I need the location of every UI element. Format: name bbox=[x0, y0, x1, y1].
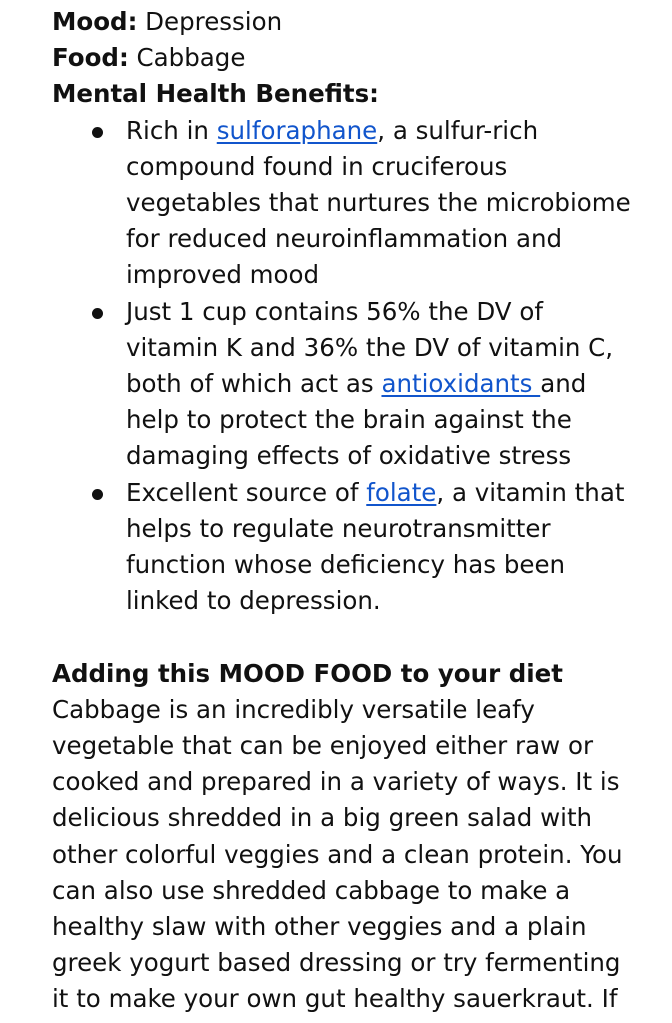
diet-paragraph bbox=[52, 692, 652, 1018]
benefit-line: damaging effects of oxidative stress bbox=[126, 441, 572, 471]
benefit-text: , a vitamin that bbox=[436, 477, 625, 507]
benefit-line: vitamin K and 36% the DV of vitamin C, bbox=[126, 332, 614, 362]
paragraph-line: delicious shredded in a big green salad with bbox=[52, 803, 593, 833]
food-label: Food: bbox=[52, 43, 129, 73]
benefit-item-2 bbox=[52, 294, 652, 475]
benefit-line: helps to regulate neurotransmitter bbox=[126, 513, 551, 543]
benefit-item-1 bbox=[52, 113, 652, 294]
benefit-line: compound found in cruciferous bbox=[126, 151, 508, 181]
paragraph-line: vegetable that can be enjoyed either raw or bbox=[52, 731, 594, 761]
paragraph-line: cooked and prepared in a variety of ways. It is bbox=[52, 767, 620, 797]
benefits-heading: Mental Health Benefits: bbox=[52, 79, 379, 109]
benefits-list bbox=[52, 113, 652, 620]
document-body bbox=[52, 4, 652, 1018]
paragraph-line: other colorful veggies and a clean protein. You bbox=[52, 839, 623, 869]
folate-link[interactable]: folate bbox=[366, 477, 437, 507]
food-row bbox=[52, 40, 652, 76]
benefit-item-3 bbox=[52, 475, 652, 620]
paragraph-line: Cabbage is an incredibly versatile leafy bbox=[52, 694, 535, 724]
benefit-text: Rich in bbox=[126, 115, 217, 145]
antioxidants-link[interactable]: antioxidants bbox=[381, 369, 541, 399]
bullet-icon bbox=[92, 127, 103, 138]
paragraph-spacer bbox=[52, 619, 652, 655]
benefit-line: for reduced neuroinflammation and bbox=[126, 224, 563, 254]
paragraph-line: greek yogurt based dressing or try fermenting bbox=[52, 948, 621, 978]
bullet-icon bbox=[92, 308, 103, 319]
benefit-text: and bbox=[540, 369, 587, 399]
benefit-line: improved mood bbox=[126, 260, 320, 290]
sulforaphane-link[interactable]: sulforaphane bbox=[216, 115, 378, 145]
benefit-text: Excellent source of bbox=[126, 477, 367, 507]
food-value: Cabbage bbox=[128, 43, 246, 73]
benefit-line bbox=[126, 113, 652, 149]
paragraph-line: healthy slaw with other veggies and a plain bbox=[52, 912, 587, 942]
mood-label: Mood: bbox=[52, 7, 138, 36]
benefit-text: , a sulfur-rich bbox=[377, 115, 539, 145]
benefit-line: linked to depression. bbox=[126, 586, 381, 616]
benefit-line: vegetables that nurtures the microbiome bbox=[126, 188, 631, 218]
paragraph-line: it to make your own gut healthy sauerkraut. If bbox=[52, 984, 618, 1014]
benefit-line: Just 1 cup contains 56% the DV of bbox=[126, 296, 543, 326]
benefit-line bbox=[126, 366, 652, 402]
diet-heading: Adding this MOOD FOOD to your diet bbox=[52, 658, 563, 688]
benefit-line: help to protect the brain against the bbox=[126, 405, 572, 435]
mood-row bbox=[52, 4, 652, 40]
benefit-line: function whose deficiency has been bbox=[126, 550, 566, 580]
benefit-text: both of which act as bbox=[126, 369, 382, 399]
paragraph-line: can also use shredded cabbage to make a bbox=[52, 875, 571, 905]
benefit-line bbox=[126, 475, 652, 511]
mood-value: Depression bbox=[137, 7, 283, 36]
bullet-icon bbox=[92, 489, 103, 500]
